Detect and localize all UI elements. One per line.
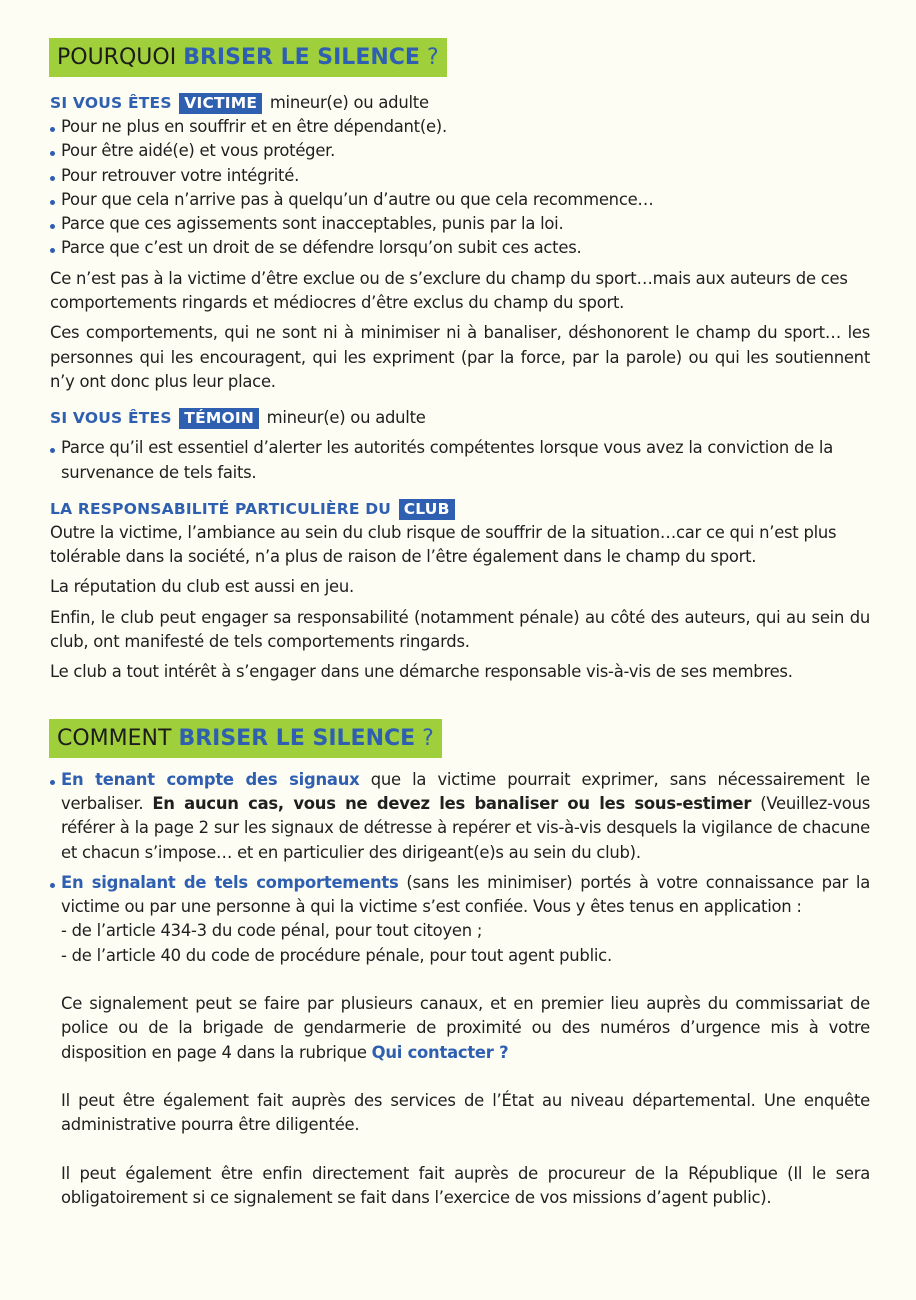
title-strong: BRISER LE SILENCE [183,45,420,70]
victim-heading-post: mineur(e) ou adulte [269,93,429,112]
article-line-1: - de l’article 434-3 du code pénal, pour tout citoyen ; [61,921,483,941]
list-item-reporting [50,871,870,920]
item-text: (sans les minimiser) portés à votre connaissance par la victime ou par une personne à qui la victime s’est confiée. Vous y êtes tenus en application : [61,872,870,917]
reporting-details [50,919,870,1210]
document-page [50,38,870,1210]
title-pre: POURQUOI [57,45,184,70]
section-title-comment [49,719,442,758]
witness-heading-pre: SI VOUS ÊTES [50,409,172,428]
witness-reasons-list [50,436,870,485]
title-question: ? [419,45,439,70]
reporting-paragraph-1 [61,992,870,1065]
list-item: Parce que ces agissements sont inacceptables, punis par la loi. [50,212,870,236]
list-item: Pour que cela n’arrive pas à quelqu’un d’autre ou que cela recommence… [50,188,870,212]
victim-paragraph-1: Ce n’est pas à la victime d’être exclue ou de s’exclure du champ du sport…mais aux auteurs de ces comportements ringards et médiocres d’être exclus du champ du sport. [50,268,848,313]
list-item: Pour ne plus en souffrir et en être dépendant(e). [50,115,870,139]
paragraph-text: Ce signalement peut se faire par plusieurs canaux, et en premier lieu auprès du commissariat de police ou de la brigade de gendarmerie de proximité ou des numéros d’urgence mis à votre disposition en page 4 dans la rubrique [61,994,870,1062]
title-pre: COMMENT [57,725,179,751]
victim-reasons-list [50,115,870,261]
witness-heading [50,406,870,430]
club-tag: CLUB [399,499,455,520]
how-list [50,768,870,920]
qui-contacter-link[interactable]: Qui contacter ? [371,1042,509,1062]
item-lead: En signalant de tels comportements [61,872,399,892]
title-question: ? [415,725,434,751]
list-item: Parce qu’il est essentiel d’alerter les autorités compétentes lorsque vous avez la conviction de la survenance de tels faits. [50,436,870,485]
victim-paragraph-2: Ces comportements, qui ne sont ni à minimiser ni à banaliser, déshonorent le champ du sport… les personnes qui les encouragent, qui les expriment (par la force, par la parole) ou qui les soutiennent n’y ont donc plus leur place. [50,323,870,391]
victim-tag: VICTIME [179,93,262,114]
item-text: (Veuillez-vous référer à la page 2 sur les signaux de détresse à repérer et vis-à-vis desquels la vigilance de chacune et chacun s’impose… et en particulier des dirigeant(e)s au sein du club). [61,793,870,862]
club-heading-pre: LA RESPONSABILITÉ PARTICULIÈRE DU [50,499,392,518]
list-item: Pour être aidé(e) et vous protéger. [50,139,870,163]
witness-heading-post: mineur(e) ou adulte [266,408,426,428]
section-title-pourquoi [49,38,447,77]
reporting-paragraph-2: Il peut être également fait auprès des services de l’État au niveau départemental. Une enquête administrative pourra être diligentée. [61,1090,870,1135]
list-item: Pour retrouver votre intégrité. [50,164,870,188]
victim-heading-pre: SI VOUS ÊTES [50,94,172,112]
item-lead: En tenant compte des signaux [61,769,360,789]
club-paragraph-2: La réputation du club est aussi en jeu. [50,577,354,597]
victim-heading [50,91,870,115]
list-item-signals [50,768,870,865]
witness-tag: TÉMOIN [179,408,259,429]
club-heading [50,497,870,521]
club-paragraph-3: Enfin, le club peut engager sa responsabilité (notamment pénale) au côté des auteurs, qui au sein du club, ont manifesté de tels comportements ringards. [50,607,870,652]
item-text: que la victime pourrait exprimer, sans nécessairement le verbaliser. [61,769,870,813]
club-paragraph-1: Outre la victime, l’ambiance au sein du club risque de souffrir de la situation…car ce qui n’est plus tolérable dans la société, n’a plus de raison de l’être également dans le champ du sport. [50,522,837,567]
article-line-2: - de l’article 40 du code de procédure pénale, pour tout agent public. [61,945,612,965]
item-bold: En aucun cas, vous ne devez les banaliser ou les sous-estimer [152,793,752,813]
club-paragraph-4: Le club a tout intérêt à s’engager dans une démarche responsable vis-à-vis de ses membres. [50,662,793,682]
reporting-paragraph-3: Il peut également être enfin directement fait auprès de procureur de la République (Il le sera obligatoirement si ce signalement se fait dans l’exercice de vos missions d’agent public). [61,1163,870,1207]
title-strong: BRISER LE SILENCE [178,725,416,751]
list-item: Parce que c’est un droit de se défendre lorsqu’on subit ces actes. [50,236,870,260]
